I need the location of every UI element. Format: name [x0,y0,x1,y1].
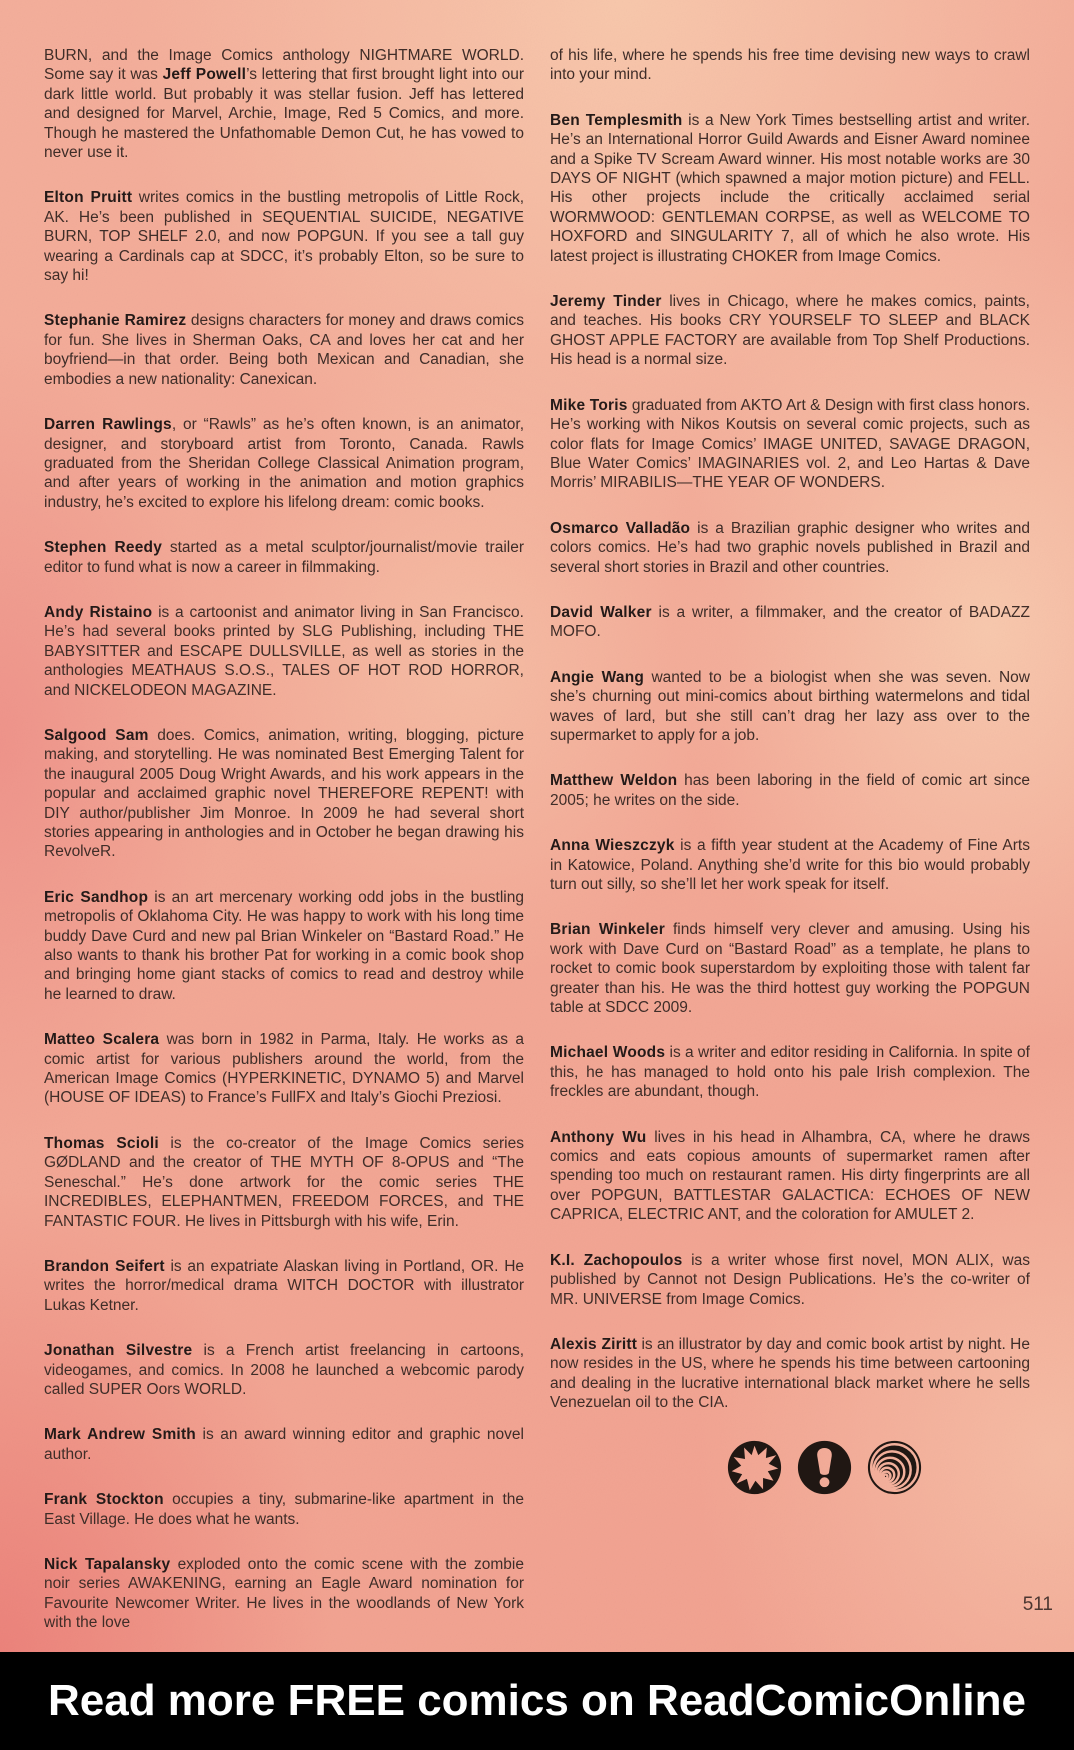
starburst-icon [726,1439,783,1496]
bio-text: , or “Rawls” as he’s often known, is an animator, designer, and storyboard artist from Toronto, Canada. Rawls graduated from the Sheridan College Classical Animation program, and after years of working in the animation and motion graphics industry, he’s excited to explore his lifelong dream: comic books. [44,416,525,511]
exclamation-icon [796,1439,853,1496]
bio-text: is an illustrator by day and comic book artist by night. He now resides in the US, where he spends his time between cartooning and dealing in the lucrative international black market where he sells Venezuelan oil to the CIA. [550,1335,1030,1412]
bio-column-right [550,46,1030,1659]
bio-paragraph [44,46,524,162]
bio-text: has been laboring in the field of comic art since 2005; he writes on the side. [550,772,1030,809]
bio-paragraph [550,396,1030,493]
bio-paragraph [44,726,524,862]
bio-paragraph [44,1257,524,1315]
creator-name: Stephanie Ramirez [44,312,187,330]
creator-name: Elton Pruitt [44,189,133,207]
creator-name: Brandon Seifert [44,1257,165,1275]
bio-text: is a French artist freelancing in cartoons, videogames, and comics. In 2008 he launched a webcomic parody called SUPER Oors WORLD. [44,1342,524,1398]
creator-name: Salgood Sam [44,726,149,744]
bio-text: does. Comics, animation, writing, blogging, picture making, and storytelling. He was nominated Best Emerging Talent for the inaugural 2005 Doug Wright Awards, and his work appears in the popular and acclaimed graphic novel THEREFORE REPENT! with DIY author/publisher Jim Monroe. In 2009 he had several short stories appearing in anthologies and in October he began drawing his RevolveR. [44,726,525,861]
bio-text: lives in his head in Alhambra, CA, where he draws comics and eats copious amounts of supermarket ramen after spending too much on restaurant ramen. His dirty fingerprints are all over POPGUN, BATTLESTAR GALACTICA: ECHOES OF NEW CAPRICA, ELECTRIC ANT, and the coloration for AMULET 2. [550,1128,1030,1224]
bio-columns [44,46,1030,1659]
creator-name: K.I. Zachopoulos [550,1251,683,1269]
bio-paragraph [550,668,1030,746]
creator-name: Jeremy Tinder [550,293,662,311]
creator-name: Anna Wieszczyk [550,837,675,855]
bio-paragraph [44,1134,524,1231]
banner-text: Read more FREE comics on ReadComicOnline [47,1676,1026,1725]
creator-name: Jonathan Silvestre [44,1342,193,1360]
creator-name: Alexis Ziritt [550,1335,638,1353]
bio-paragraph [44,1341,524,1399]
bio-paragraph [550,46,1030,85]
bio-paragraph [44,188,524,285]
bio-paragraph [550,603,1030,642]
bio-paragraph [44,538,524,577]
creator-name: Brian Winkeler [550,921,665,939]
bio-text: is the co-creator of the Image Comics series GØDLAND and the creator of THE MYTH OF 8-OPUS and “The Seneschal.” He’s done artwork for the comic series THE INCREDIBLES, ELEPHANTMEN, FREEDOM FORCES, and THE FANTASTIC FOUR. He lives in Pittsburgh with his wife, Erin. [44,1134,524,1230]
creator-name: Stephen Reedy [44,539,163,557]
bio-text: is an expatriate Alaskan living in Portland, OR. He writes the horror/medical drama WITCH DOCTOR with illustrator Lukas Ketner. [44,1257,525,1314]
page-number: 511 [1022,1594,1053,1615]
bio-text: is an award winning editor and graphic novel author. [44,1426,524,1463]
bio-paragraph [44,888,524,1004]
creator-name: Andy Ristaino [44,603,153,621]
bio-paragraph [550,1128,1030,1225]
creator-name: Eric Sandhop [44,888,149,906]
bio-text: writes comics in the bustling metropolis of Little Rock, AK. He’s been published in SEQUENTIAL SUICIDE, NEGATIVE BURN, TOP SHELF 2.0, and now POPGUN. If you see a tall guy wearing a Cardinals cap at SDCC, it’s probably Elton, so be sure to say hi! [44,189,525,285]
creator-name: Matthew Weldon [550,772,678,790]
creator-name: Frank Stockton [44,1491,164,1509]
bio-text: designs characters for money and draws comics for fun. She lives in Sherman Oaks, CA and loves her cat and her boyfriend—in that order. Being both Mexican and Canadian, she embodies a new nationality: Canexican. [44,312,524,388]
bio-paragraph [44,1555,524,1633]
bio-paragraph [550,771,1030,810]
bio-text: exploded onto the comic scene with the zombie noir series AWAKENING, earning an Eagle Award nomination for Favourite Newcomer Writer. He lives in the woodlands of New York with the love [44,1555,524,1632]
creator-name: Anthony Wu [550,1128,647,1146]
bio-paragraph [550,111,1030,266]
bio-text: occupies a tiny, submarine-like apartment in the East Village. He does what he wants. [44,1491,525,1528]
creator-name: Angie Wang [550,668,645,686]
bio-text: is a Brazilian graphic designer who writes and colors comics. He’s had two graphic novels published in Brazil and several short stories in Brazil and other countries. [550,519,1030,576]
creator-name: Matteo Scalera [44,1031,160,1049]
readcomiconline-banner[interactable] [0,1652,1074,1750]
spiral-icon [866,1439,923,1496]
bio-paragraph [550,920,1030,1017]
bio-text: finds himself very clever and amusing. Using his work with Dave Curd on “Bastard Road” as a template, he plans to rocket to comic book superstardom by exploiting those with talent far greater than his. He was the third hottest guy working the POPGUN table at SDCC 2009. [550,921,1030,1017]
creator-name: Nick Tapalansky [44,1555,171,1573]
bio-text: is a fifth year student at the Academy of Fine Arts in Katowice, Poland. Anything she’d write for this bio would probably turn out silly, so she’ll let her work speak for itself. [550,837,1030,893]
bio-text: ’s lettering that first brought light into our dark little world. But probably it was stellar fusion. Jeff has lettered and designed for Marvel, Archie, Image, Red 5 Comics, and more. Though he mastered the Unfathomable Demon Cut, he has vowed to never use it. [44,66,525,162]
creator-name: Thomas Scioli [44,1134,159,1152]
bio-text: is a writer and editor residing in California. In spite of this, he has managed to hold onto his pale Irish complexion. The freckles are abundant, though. [550,1044,1030,1101]
bio-paragraph [550,292,1030,370]
creator-name: Darren Rawlings [44,416,172,434]
creator-name: Mark Andrew Smith [44,1426,196,1444]
bio-text: is a writer, a filmmaker, and the creator of BADAZZ MOFO. [550,603,1030,641]
bio-paragraph [550,519,1030,577]
creator-name: Osmarco Valladão [550,519,691,537]
bio-paragraph [44,311,524,389]
bio-paragraph [550,836,1030,894]
creator-name: David Walker [550,603,652,621]
bio-paragraph [44,603,524,700]
creator-name: Michael Woods [550,1044,666,1062]
publisher-icons-row [584,1439,1064,1496]
bio-text: of his life, where he spends his free time devising new ways to crawl into your mind. [550,47,1030,84]
bio-text: BURN, and the Image Comics anthology NIGHTMARE WORLD. Some say it was [44,47,524,84]
bio-text: was born in 1982 in Parma, Italy. He works as a comic artist for various publishers around the world, from the American Image Comics (HYPERKINETIC, DYNAMO 5) and Marvel (HOUSE OF IDEAS) to France’s FullFX and Italy’s Giochi Preziosi. [44,1031,524,1107]
bio-text: is a New York Times bestselling artist and writer. He’s an International Horror Guild Awards and Eisner Award nominee and a Spike TV Scream Award winner. His most notable works are 30 DAYS OF NIGHT (which spawned a major motion picture) and FELL. His other projects include the critically acclaimed serial WORMWOOD: GENTLEMAN CORPSE, as well as WELCOME TO HOXFORD and SINGULARITY 7, all of which he also wrote. His latest project is illustrating CHOKER from Image Comics. [550,111,1030,265]
bio-column-left [44,46,524,1659]
bio-text: wanted to be a biologist when she was seven. Now she’s churning out mini-comics about birthing watermelons and tidal waves of lard, but she still can’t drag her lazy ass over to the supermarket to apply for a job. [550,668,1030,744]
creator-name: Ben Templesmith [550,111,683,129]
bio-paragraph [44,1030,524,1108]
creator-name: Jeff Powell [162,66,247,84]
bio-text: is a cartoonist and animator living in San Francisco. He’s had several books printed by SLG Publishing, including THE BABYSITTER and ESCAPE DULLSVILLE, as well as stories in the anthologies MEATHAUS S.O.S., TALES OF HOT ROD HORROR, and NICKELODEON MAGAZINE. [44,603,524,699]
bio-paragraph [44,1425,524,1464]
bio-paragraph [44,1490,524,1529]
bio-paragraph [44,415,524,512]
creator-name: Mike Toris [550,396,628,414]
bio-paragraph [550,1043,1030,1101]
bio-paragraph [550,1251,1030,1309]
bio-text: is an art mercenary working odd jobs in the bustling metropolis of Oklahoma City. He was happy to work with his long time buddy Dave Curd and new pal Brian Winkeler on “Bastard Road.” He also wants to thank his brother Pat for working in a comic book shop and bringing home giant stacks of comics to read and destroy while he learned to draw. [44,888,524,1003]
bio-text: is a writer whose first novel, MON ALIX, was published by Cannot not Design Publications. He’s the co-writer of MR. UNIVERSE from Image Comics. [550,1251,1030,1308]
bio-text: started as a metal sculptor/journalist/movie trailer editor to fund what is now a career in filmmaking. [44,539,524,576]
bio-text: lives in Chicago, where he makes comics, paints, and teaches. His books CRY YOURSELF TO SLEEP and BLACK GHOST APPLE FACTORY are available from Top Shelf Productions. His head is a normal size. [550,293,1030,369]
bio-paragraph [550,1335,1030,1413]
bio-column-right-text [550,46,1030,1413]
bio-text: graduated from AKTO Art & Design with first class honors. He’s working with Nikos Koutsis on several comic projects, such as color flats for Image Comics’ IMAGE UNITED, SAVAGE DRAGON, Blue Water Comics’ IMAGINARIES vol. 2, and Leo Hartas & Dave Morris’ MIRABILIS—THE YEAR OF WONDERS. [550,396,1030,492]
